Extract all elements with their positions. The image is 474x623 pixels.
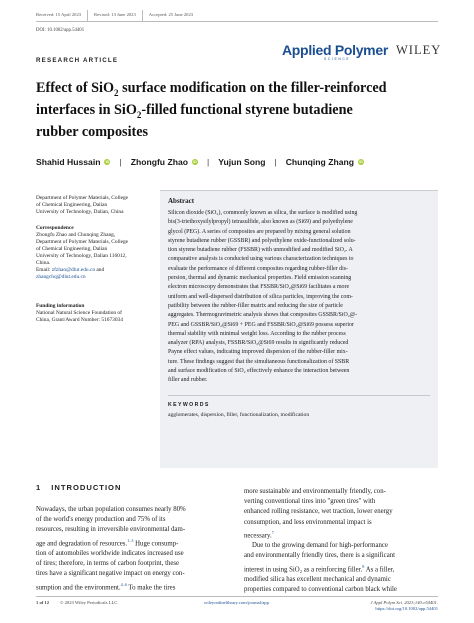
body-line: verting conventional tires into "green tires" with [244, 498, 376, 506]
citation-ref[interactable]: 1–3 [127, 537, 134, 543]
body-line: modified silica has excellent mechanical and dynamic [244, 576, 391, 584]
body-line: sumption and the environment.$^{4-6}$ To make the tires [36, 581, 176, 591]
author-separator: | [206, 157, 210, 167]
email-link[interactable]: zfzhao@dlut.edu.cn [51, 267, 96, 273]
body-line: enhanced rolling resistance, wet traction, lower energy [244, 508, 393, 516]
keywords-heading: KEYWORDS [168, 395, 430, 408]
body-line: necessary.$^7$ [244, 529, 274, 540]
section-heading [36, 483, 121, 492]
section-number: 1 [36, 483, 42, 492]
journal-url-link[interactable]: wileyonlinelibrary.com/journal/app [204, 600, 269, 605]
citation-ref[interactable]: 4–6 [120, 581, 127, 587]
divider [142, 10, 143, 21]
correspondence-heading: Correspondence [36, 225, 74, 231]
body-line: tires have a significant negative impact on energy con- [36, 570, 185, 578]
doi-link[interactable]: https://doi.org/10.1002/app.54401 [375, 606, 438, 611]
revised-date: Revised: 13 June 2023 [94, 12, 136, 17]
page-footer [36, 596, 438, 610]
body-line: age and degradation of resources.$^{1-3}$ Huge consump- [36, 537, 179, 547]
journal-name: Applied Polymer [282, 42, 388, 58]
body-line: Nowadays, the urban population consumes nearly 80% [36, 506, 186, 513]
abstract-text: Silicon dioxide (SiO₂), commonly known as silica, the surface is modified using bis(3-triethoxysilylpropyl) tetrasulfide, also known as (Si69) and polyethylene glycol (PEG). A series of composites are prepared by mixing general solution styrene butadiene rubber (GSSBR) and polyethylene oxide-functionalized solu- tion styrene butadiene rubber (FSSBR) with unmodified and modified SiO₂. A comparative analysis is conducted using various characterization techniques to evaluate the performance of different composites regarding rubber-filler dis- persion, thermal and dynamic mechanical properties. Field emission scanning electron microscopy demonstrates that FSSBR/SiO₂@Si69 facilitates a more uniform and well-dispersed distribution of silica particles, improving the com- patibility between the rubber-filler matrix and reducing the size of particle aggregates. Thermogravimetric analysis shows that composites GSSBR/SiO₂@- PEG and GSSBR/SiO₂@Si69 + PEG and FSSBR/SiO₂@Si69 possess superior thermal stability with minimal weight loss. According to the rubber process analyzer (RPA) analysis, FSSBR/SiO₂@Si69 results in significantly reduced Payne effect values, indicating improved dispersion of the rubber-filler mix- ture. These findings suggest that the simultaneous functionalization of SSBR and surface modification of SiO₂ effectively enhance the interaction between filler and rubber. [168, 210, 358, 384]
body-line: of the world's energy production and 75% of its [36, 516, 166, 524]
body-line: resources, resulting in irreversible environmental dam- [36, 526, 186, 534]
journal-logo [282, 42, 442, 68]
abstract-heading: Abstract [168, 197, 195, 205]
citation-ref[interactable]: 7 [271, 529, 274, 535]
article-title: Effect of SiO$_2$ surface modification on the filler-reinforced interfaces in SiO$_2$-filled functional styrene butadiene rubber composites [36, 80, 387, 141]
affiliation-block: Department of Polymer Materials, College of Chemical Engineering, Dalian University of Technology, Dalian, China [36, 195, 129, 215]
correspondence-block: Correspondence Zhongfu Zhao and Chunqing Zhang, Department of Polymer Materials, College of Chemical Engineering, Dalian University of Technology, Dalian 116012, China. Email: zfzhao@dlut.edu.cn and zhangchq@dlut.edu.cn [36, 225, 129, 280]
author-separator: | [119, 157, 122, 167]
author-separator: | [274, 157, 277, 167]
author-name[interactable]: Zhongfu Zhao [130, 157, 188, 167]
email-link[interactable]: zhangchq@dlut.edu.cn [36, 274, 86, 280]
author-list [36, 157, 438, 167]
author-name[interactable]: Chunqing Zhang [285, 157, 354, 167]
orcid-icon[interactable]: iD [193, 160, 197, 164]
section-title: INTRODUCTION [51, 483, 122, 492]
journal-subname: SCIENCE [324, 57, 351, 61]
citation-ref[interactable]: 8 [362, 563, 365, 569]
body-line: of tires; therefore, in terms of carbon footprint, these [36, 560, 180, 568]
accepted-date: Accepted: 25 June 2023 [148, 12, 194, 17]
body-line: Due to the growing demand for high-performance [252, 542, 388, 550]
body-line: interest in using SiO₂ as a reinforcing filler.$^8$ As a filler, [244, 563, 395, 573]
body-line: consumption, and less environmental impact is [244, 518, 372, 526]
body-line: tion of automobiles worldwide indicates increased use [36, 550, 184, 558]
body-line: properties compared to conventional carbon black while [244, 586, 397, 594]
abstract-box [160, 190, 438, 468]
body-column-right [244, 487, 438, 596]
doi-label[interactable]: DOI: 10.1002/app.54401 [36, 28, 85, 33]
page-number: 1 of 12 [36, 600, 50, 605]
keywords-text: agglomerates, dispersion, filler, functionalization, modification [168, 411, 310, 418]
author-name[interactable]: Shahid Hussain [36, 157, 101, 167]
orcid-icon[interactable]: iD [359, 160, 363, 164]
author-name[interactable]: Yujun Song [218, 157, 266, 167]
funding-heading: Funding information [36, 303, 85, 309]
received-date: Received: 15 April 2023 [36, 12, 82, 17]
divider [87, 10, 88, 21]
publisher-logo: WILEY [396, 43, 442, 57]
copyright: © 2023 Wiley Periodicals LLC. [60, 600, 119, 605]
citation: J Appl Polym Sci. 2023;140:e54401. [370, 600, 438, 605]
orcid-icon[interactable]: iD [105, 160, 110, 164]
article-dates-bar [36, 10, 438, 22]
body-column-left [36, 505, 230, 593]
funding-block: Funding information National Natural Science Foundation of China, Grant/Award Number: 51673034 [36, 303, 123, 323]
article-type: RESEARCH ARTICLE [36, 57, 119, 64]
body-line: and environmentally friendly tires, there is a significant [244, 552, 395, 560]
body-line: more sustainable and environmentally friendly, con- [244, 488, 386, 495]
